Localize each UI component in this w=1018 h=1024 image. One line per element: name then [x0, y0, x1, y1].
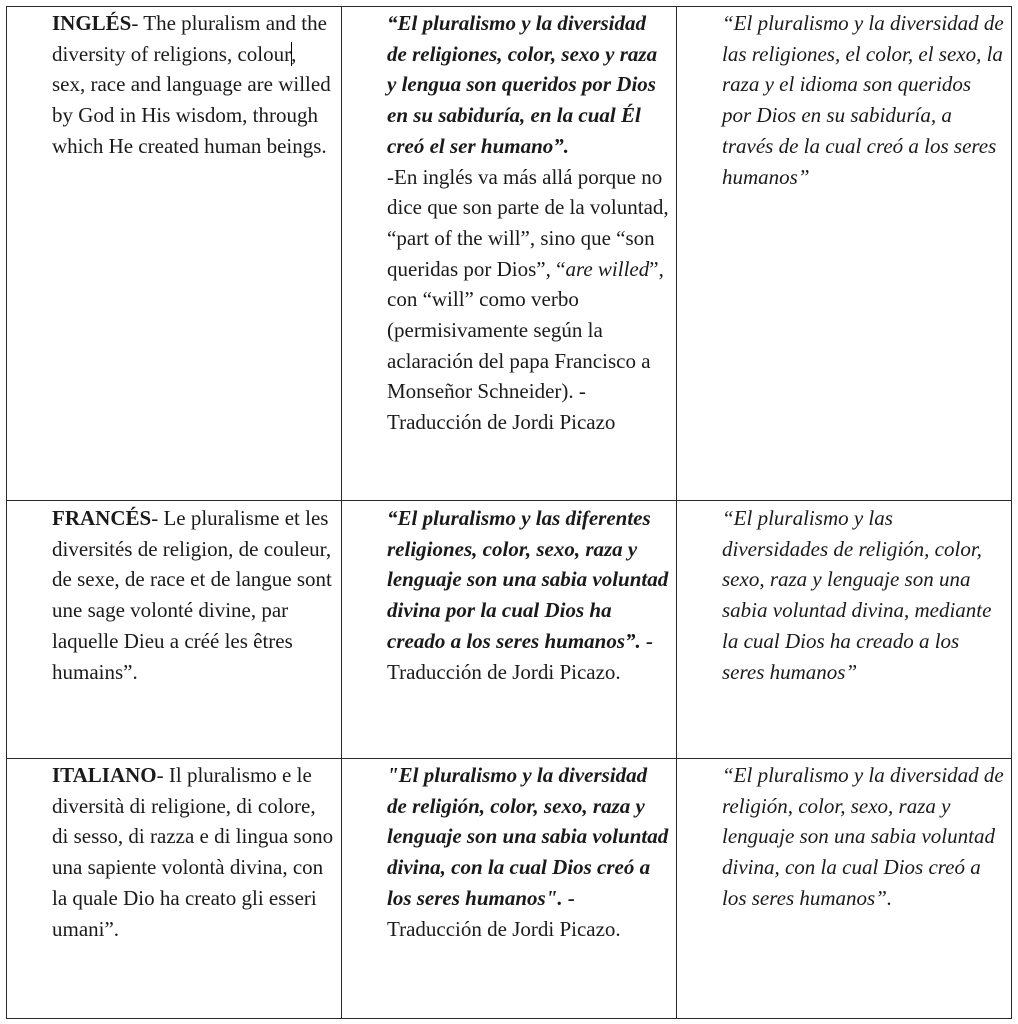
french-translation-text: “El pluralismo y las diferentes religiones, color, sexo, raza y lenguaje son una sabia voluntad divina por la cual Dios ha creado a los seres humanos”. - Traducción de Jordi Picazo.	[387, 506, 669, 684]
french-translation-b-text: “El pluralismo y las diversidades de religión, color, sexo, raza y lenguaje son una sabia voluntad divina, mediante la cual Dios ha creado a los seres humanos”	[722, 506, 992, 684]
table-border-right	[1011, 6, 1012, 1019]
italian-original-text: ITALIANO- Il pluralismo e le diversità di religione, di colore, di sesso, di razza e di lingua sono una sapiente volontà divina, con la quale Dio ha creato gli esseri umani”.	[52, 763, 334, 941]
translation-credit: Traducción de Jordi Picazo.	[387, 916, 621, 941]
cell-english-translation-a[interactable]	[387, 8, 669, 438]
french-original-text: FRANCÉS- Le pluralisme et les diversités de religion, de couleur, de sexe, de race et de langue sont une sage volonté divine, par laquelle Dieu a créé les êtres humains”.	[52, 506, 332, 684]
cell-italian-translation-b[interactable]	[722, 760, 1004, 914]
cell-french-translation-a[interactable]	[387, 503, 669, 687]
table-border-top	[6, 6, 1012, 7]
italian-translation-b-text: “El pluralismo y la diversidad de religión, color, sexo, raza y lenguaje son una sabia voluntad divina, con la cual Dios creó a los seres humanos”.	[722, 763, 1004, 910]
language-label-english: INGLÉS	[52, 11, 132, 35]
table-border-row2	[6, 758, 1012, 759]
table-border-col1	[341, 6, 342, 1019]
language-label-french: FRANCÉS	[52, 506, 152, 530]
english-translation-quote: “El pluralismo y la diversidad de religiones, color, sexo y raza y lengua son queridos por Dios en su sabiduría, en la cual Él creó el ser humano”.	[387, 11, 658, 158]
cell-english-original[interactable]	[52, 8, 334, 162]
cell-english-translation-b[interactable]	[722, 8, 1004, 192]
table-border-bottom	[6, 1018, 1012, 1019]
cell-italian-original[interactable]	[52, 760, 334, 944]
table-border-col2	[676, 6, 677, 1019]
translation-credit: Traducción de Jordi Picazo.	[387, 659, 621, 684]
english-original-text: INGLÉS- The pluralism and the diversity of religions, colour, sex, race and language are willed by God in His wisdom, through which He created human beings.	[52, 11, 331, 158]
english-translation-b-text: “El pluralismo y la diversidad de las religiones, el color, el sexo, la raza y el idioma son queridos por Dios en su sabiduría, a través de la cual creó a los seres humanos”	[722, 11, 1004, 189]
table-border-row1	[6, 500, 1012, 501]
italian-translation-text: "El pluralismo y la diversidad de religión, color, sexo, raza y lenguaje son una sabia voluntad divina, con la cual Dios creó a los seres humanos". - Traducción de Jordi Picazo.	[387, 763, 669, 941]
cell-italian-translation-a[interactable]	[387, 760, 669, 944]
cell-french-original[interactable]	[52, 503, 334, 687]
english-translation-note: -En inglés va más allá porque no dice que son parte de la voluntad, “part of the will”, sino que “son queridas por Dios”, “are willed”, con “will” como verbo (permisivamente según la aclaración del papa Francisco a Monseñor Schneider). - Traducción de Jordi Picazo	[387, 164, 669, 435]
table-border-left	[6, 6, 7, 1019]
cell-french-translation-b[interactable]	[722, 503, 1004, 687]
language-label-italian: ITALIANO	[52, 763, 157, 787]
